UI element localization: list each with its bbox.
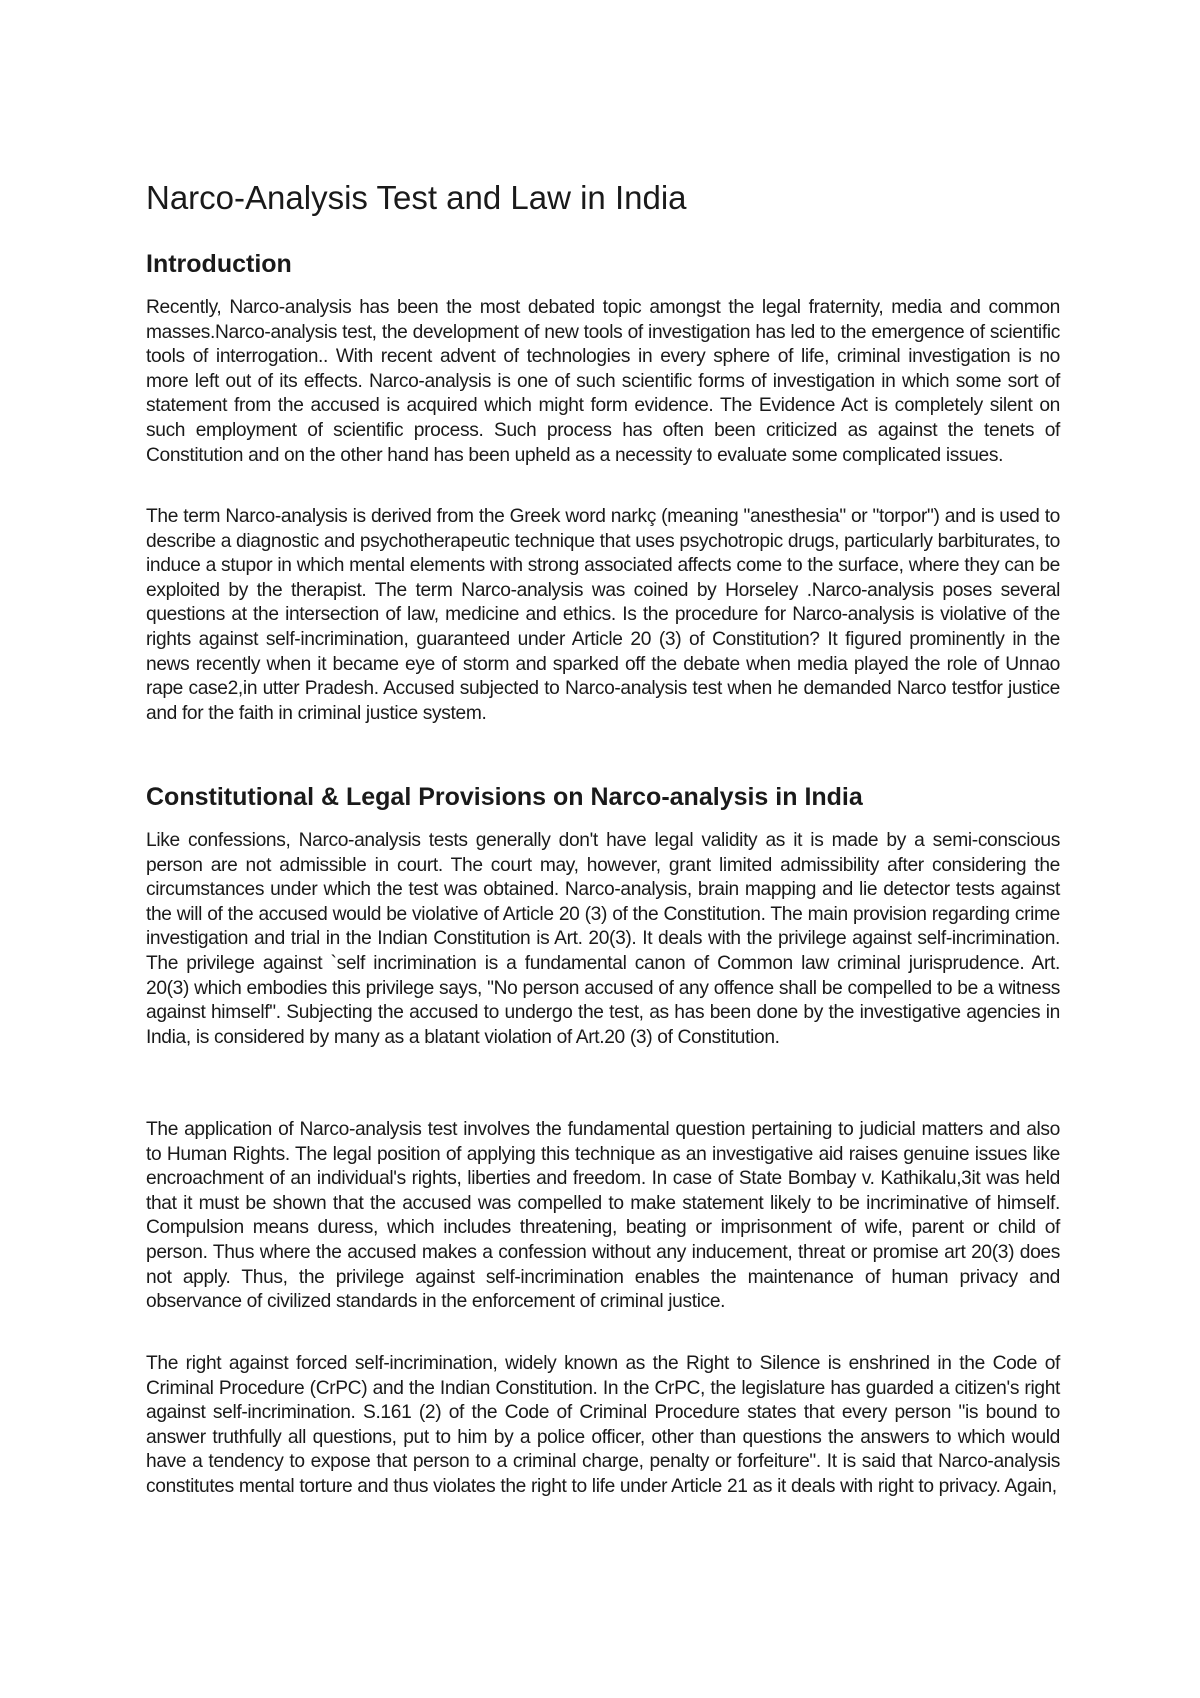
paragraph: Like confessions, Narco-analysis tests generally don't have legal validity as it is made by a semi-conscious person are not admissible in court. The court may, however, grant limited admissibility after considering the circumstances under which the test was obtained. Narco-analysis, brain mapping and lie detector tests against the will of the accused would be violative of Article 20 (3) of the Constitution. The main provision regarding crime investigation and trial in the Indian Constitution is Art. 20(3). It deals with the privilege against self-incrimination. The privilege against `self incrimination is a fundamental canon of Common law criminal jurisprudence. Art. 20(3) which embodies this privilege says, "No person accused of any offence shall be compelled to be a witness against himself". Subjecting the accused to undergo the test, as has been done by the investigative agencies in India, is considered by many as a blatant violation of Art.20 (3) of Constitution. (146, 830, 1060, 1048)
document-title: Narco-Analysis Test and Law in India (146, 179, 687, 216)
section-heading-constitutional-provisions: Constitutional & Legal Provisions on Narco-analysis in India (146, 783, 863, 811)
paragraph: The right against forced self-incrimination, widely known as the Right to Silence is enshrined in the Code of Criminal Procedure (CrPC) and the Indian Constitution. In the CrPC, the legislature has guarded a citizen's right against self-incrimination. S.161 (2) of the Code of Criminal Procedure states that every person "is bound to answer truthfully all questions, put to him by a police officer, other than questions the answers to which would have a tendency to expose that person to a criminal charge, penalty or forfeiture". It is said that Narco-analysis constitutes mental torture and thus violates the right to life under Article 21 as it deals with right to privacy. Again, (146, 1353, 1060, 1497)
document-page (146, 0, 1060, 1698)
paragraph: The term Narco-analysis is derived from the Greek word narkç (meaning "anesthesia" or "torpor") and is used to describe a diagnostic and psychotherapeutic technique that uses psychotropic drugs, particularly barbiturates, to induce a stupor in which mental elements with strong associated affects come to the surface, where they can be exploited by the therapist. The term Narco-analysis was coined by Horseley .Narco-analysis poses several questions at the intersection of law, medicine and ethics. Is the procedure for Narco-analysis is violative of the rights against self-incrimination, guaranteed under Article 20 (3) of Constitution? It figured prominently in the news recently when it became eye of storm and sparked off the debate when media played the role of Unnao rape case2,in utter Pradesh. Accused subjected to Narco-analysis test when he demanded Narco testfor justice and for the faith in criminal justice system. (146, 506, 1060, 724)
paragraph: Recently, Narco-analysis has been the most debated topic amongst the legal fraternity, media and common masses.Narco-analysis test, the development of new tools of investigation has led to the emergence of scientific tools of interrogation.. With recent advent of technologies in every sphere of life, criminal investigation is no more left out of its effects. Narco-analysis is one of such scientific forms of investigation in which some sort of statement from the accused is acquired which might form evidence. The Evidence Act is completely silent on such employment of scientific process. Such process has often been criticized as against the tenets of Constitution and on the other hand has been upheld as a necessity to evaluate some complicated issues. (146, 297, 1060, 466)
paragraph: The application of Narco-analysis test involves the fundamental question pertaining to judicial matters and also to Human Rights. The legal position of applying this technique as an investigative aid raises genuine issues like encroachment of an individual's rights, liberties and freedom. In case of State Bombay v. Kathikalu,3it was held that it must be shown that the accused was compelled to make statement likely to be incriminative of himself. Compulsion means duress, which includes threatening, beating or imprisonment of wife, parent or child of person. Thus where the accused makes a confession without any inducement, threat or promise art 20(3) does not apply. Thus, the privilege against self-incrimination enables the maintenance of human privacy and observance of civilized standards in the enforcement of criminal justice. (146, 1119, 1060, 1313)
section-heading-introduction: Introduction (146, 250, 292, 278)
